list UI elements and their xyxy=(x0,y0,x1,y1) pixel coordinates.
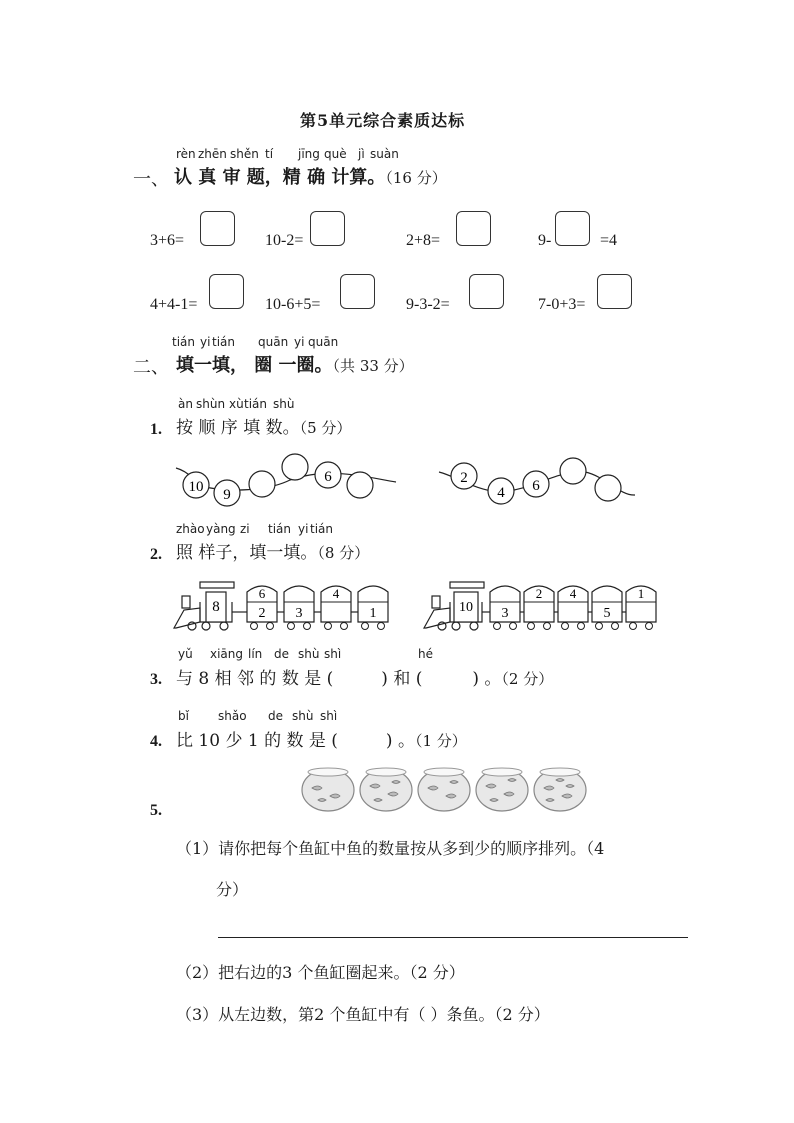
section1-pinyin-jing: jīng xyxy=(298,147,320,161)
chain-left-bead-1-text: 10 xyxy=(188,479,204,495)
fishbowl-4[interactable] xyxy=(476,768,528,811)
chain-left-bead-4[interactable] xyxy=(282,454,308,480)
train-right-car-2[interactable] xyxy=(524,586,554,630)
train-right-car-1[interactable] xyxy=(490,586,520,630)
q3-points: （2 分） xyxy=(501,670,554,688)
q3-text-c: ) 。 xyxy=(472,669,502,689)
train-right-wheel-2 xyxy=(452,622,460,630)
q5-sub1-line1: （1）请你把每个鱼缸中鱼的数量按从多到少的顺序排列。（4 xyxy=(176,839,605,858)
q4-pinyin-shu: shù xyxy=(292,709,314,723)
fishbowl-5[interactable] xyxy=(534,768,586,811)
chain-right-bead-2[interactable] xyxy=(488,478,514,504)
q1-pinyin-an: àn xyxy=(178,397,193,411)
q2-text-body: 照 样子，填一填。 xyxy=(176,543,318,563)
train-left-wheel-3 xyxy=(220,622,228,630)
equation-6-left: 10-6+5= xyxy=(265,296,321,313)
chain-left-bead-3[interactable] xyxy=(249,471,275,497)
train-right-wheel-1 xyxy=(438,622,446,630)
section2-pinyin-quan1: quān xyxy=(258,335,289,349)
train-right-car-5[interactable] xyxy=(626,586,656,630)
chain-right-bead-3-text: 6 xyxy=(532,478,540,494)
q4-number: 4. xyxy=(150,733,162,750)
train-right-car-5-top: 1 xyxy=(637,586,645,601)
equation-1-left: 3+6= xyxy=(150,232,185,249)
train-left-car-1[interactable] xyxy=(247,586,277,630)
equation-8-answer-box[interactable] xyxy=(597,274,632,309)
train-right-car-2-top: 2 xyxy=(535,586,543,601)
section1-pinyin-ren: rèn xyxy=(176,147,196,161)
q2-text xyxy=(176,538,369,563)
equation-3-left: 2+8= xyxy=(406,232,441,249)
chain-right-bead-5[interactable] xyxy=(595,475,621,501)
train-right-wheel-3 xyxy=(470,622,478,630)
section2-pinyin-quan2: quān xyxy=(308,335,339,349)
q4-pinyin-bi: bǐ xyxy=(178,709,189,723)
section2-pinyin-yi2: yi xyxy=(294,335,305,349)
section2-heading-text: 填一填， 圈 一圈。 xyxy=(176,355,333,376)
fishbowl-3[interactable] xyxy=(418,768,470,811)
section2-pinyin-tian1: tián xyxy=(172,335,195,349)
q1-text-body: 按 顺 序 填 数。 xyxy=(176,418,300,438)
section2-number: 二、 xyxy=(133,357,169,378)
section1-points: （16 分） xyxy=(385,169,447,187)
section1-pinyin-ji: jì xyxy=(358,147,365,161)
q5-answer-line[interactable] xyxy=(218,937,688,938)
train-left-car-2[interactable] xyxy=(284,586,314,630)
equation-3-answer-box[interactable] xyxy=(456,211,491,246)
q3-pinyin-yu: yǔ xyxy=(178,647,193,661)
q1-pinyin-shu: shù xyxy=(273,397,295,411)
train-left-car-1-bottom: 2 xyxy=(258,606,266,621)
q5-sub2: （2）把右边的3 个鱼缸圈起来。（2 分） xyxy=(176,963,465,982)
section1-pinyin-que: què xyxy=(324,147,347,161)
q1-number: 1. xyxy=(150,421,162,438)
train-left-chimney xyxy=(182,596,190,608)
train-right-car-1-bottom: 3 xyxy=(501,606,509,621)
q2-pinyin-yi: yi xyxy=(298,522,309,536)
q1-pinyin-tian: tián xyxy=(244,397,267,411)
q1-text xyxy=(176,413,351,438)
q3-pinyin-he: hé xyxy=(418,647,433,661)
q2-train-right xyxy=(420,578,670,636)
train-left-car-3[interactable] xyxy=(321,586,351,630)
q3-text xyxy=(176,664,553,689)
train-left-car-1-top: 6 xyxy=(258,586,266,601)
q3-pinyin-xiang: xiāng xyxy=(210,647,244,661)
train-left-car-4-bottom: 1 xyxy=(369,606,377,621)
section1-pinyin-ti: tí xyxy=(265,147,274,161)
equation-4-left: 9- xyxy=(538,232,552,249)
q2-pinyin-yang: yàng xyxy=(206,522,236,536)
section1-pinyin-shen: shěn xyxy=(230,147,259,161)
section1-number: 一、 xyxy=(133,169,169,190)
q5-number: 5. xyxy=(150,802,162,819)
equation-4-answer-box[interactable] xyxy=(555,211,590,246)
chain-left-bead-5-text: 6 xyxy=(324,469,332,485)
q3-number: 3. xyxy=(150,671,162,688)
chain-right-bead-1-text: 2 xyxy=(460,470,468,486)
chain-right-bead-1[interactable] xyxy=(451,463,477,489)
train-left-engine-text: 8 xyxy=(212,599,220,615)
q2-pinyin-zi: zi xyxy=(240,522,250,536)
q2-pinyin-tian2: tián xyxy=(310,522,333,536)
train-right-engine-window[interactable] xyxy=(454,592,478,622)
chain-left-bead-1[interactable] xyxy=(183,472,209,498)
section1-heading-text: 认 真 审 题，精 确 计算。 xyxy=(174,167,386,188)
fishbowl-2[interactable] xyxy=(360,768,412,811)
q2-pinyin-zhao: zhào xyxy=(176,522,205,536)
train-left-car-2-bottom: 3 xyxy=(295,606,303,621)
q1-pinyin-xu: xù xyxy=(229,397,244,411)
q4-points: （1 分） xyxy=(414,732,467,750)
section2-points: （共 33 分） xyxy=(332,357,414,375)
train-left-wheel-2 xyxy=(202,622,210,630)
q2-pinyin-tian1: tián xyxy=(268,522,291,536)
section2-pinyin-yi1: yi xyxy=(200,335,211,349)
equation-8-left: 7-0+3= xyxy=(538,296,586,313)
equation-7-answer-box[interactable] xyxy=(469,274,504,309)
q1-points: （5 分） xyxy=(299,419,352,437)
train-left-car-3-top: 4 xyxy=(332,586,340,601)
chain-left-bead-2-text: 9 xyxy=(223,487,231,503)
train-right-car-4-bottom: 5 xyxy=(603,606,611,621)
section1-pinyin-zhen: zhēn xyxy=(198,147,227,161)
equation-5-answer-box[interactable] xyxy=(209,274,244,309)
train-left-cab-roof xyxy=(200,582,234,588)
q4-pinyin-shao: shǎo xyxy=(218,709,247,723)
equation-2-left: 10-2= xyxy=(265,232,304,249)
chain-left-bead-6[interactable] xyxy=(347,472,373,498)
chain-right-bead-3[interactable] xyxy=(523,471,549,497)
equation-6-answer-box[interactable] xyxy=(340,274,375,309)
q5-sub1-line2: 分） xyxy=(216,880,249,899)
section2-pinyin-tian2: tián xyxy=(212,335,235,349)
q2-points: （8 分） xyxy=(317,544,370,562)
q1-chain-left xyxy=(170,450,410,510)
q2-number: 2. xyxy=(150,546,162,563)
q3-pinyin-lin: lín xyxy=(248,647,263,661)
train-right-car-4[interactable] xyxy=(592,586,622,630)
equation-1-answer-box[interactable] xyxy=(200,211,235,246)
section1-heading xyxy=(174,163,447,189)
train-right-engine-text: 10 xyxy=(459,600,473,615)
q4-text xyxy=(176,726,467,751)
q4-pinyin-shi: shì xyxy=(320,709,338,723)
equation-4-right: =4 xyxy=(600,232,618,249)
train-left-car-4[interactable] xyxy=(358,586,388,630)
q3-text-b: ) 和 ( xyxy=(381,669,423,689)
train-right-car-3-top: 4 xyxy=(569,586,577,601)
q3-pinyin-de: de xyxy=(274,647,289,661)
q4-text-b: ) 。 xyxy=(385,731,415,751)
section1-pinyin-suan: suàn xyxy=(370,147,399,161)
q3-pinyin-shi: shì xyxy=(324,647,342,661)
chain-left-bead-5[interactable] xyxy=(315,462,341,488)
q1-chain-right xyxy=(435,450,645,510)
chain-right-bead-4[interactable] xyxy=(560,458,586,484)
q5-sub3: （3）从左边数，第2 个鱼缸中有（ ）条鱼。（2 分） xyxy=(176,1005,550,1024)
fishbowl-1[interactable] xyxy=(302,768,354,811)
q1-pinyin-shun: shùn xyxy=(196,397,226,411)
chain-left-bead-2[interactable] xyxy=(214,480,240,506)
q3-text-a: 与 8 相 邻 的 数 是 ( xyxy=(176,669,334,689)
section2-heading xyxy=(176,351,414,377)
train-left-wheel-1 xyxy=(188,622,196,630)
train-left-engine-window[interactable] xyxy=(206,592,226,622)
equation-5-left: 4+4-1= xyxy=(150,296,198,313)
q4-pinyin-de: de xyxy=(268,709,283,723)
train-right-car-3[interactable] xyxy=(558,586,588,630)
q4-text-a: 比 10 少 1 的 数 是 ( xyxy=(176,731,338,751)
train-right-chimney xyxy=(432,596,440,608)
equation-7-left: 9-3-2= xyxy=(406,296,450,313)
q2-train-left xyxy=(170,578,400,636)
equation-2-answer-box[interactable] xyxy=(310,211,345,246)
chain-right-bead-2-text: 4 xyxy=(497,485,505,501)
q3-pinyin-shu: shù xyxy=(298,647,320,661)
q5-fishbowls xyxy=(300,766,590,816)
page-title: 第5单元综合素质达标 xyxy=(300,111,466,130)
train-right-cab-roof xyxy=(450,582,484,588)
